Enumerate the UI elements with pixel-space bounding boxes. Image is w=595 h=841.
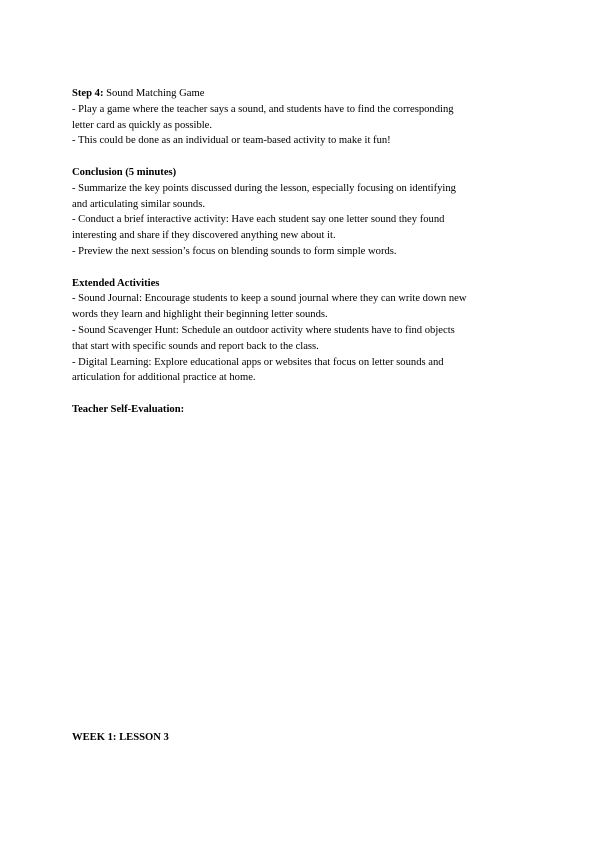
conclusion-line: - Conduct a brief interactive activity: Have each student say one letter sound they found [72,214,445,226]
step4-line: - This could be done as an individual or team-based activity to make it fun! [72,135,391,147]
document-page [72,86,532,746]
step4-section [72,86,532,149]
extended-activities-line: articulation for additional practice at home. [72,372,256,384]
conclusion-line: - Preview the next session’s focus on blending sounds to form simple words. [72,245,397,257]
extended-activities-line: - Sound Journal: Encourage students to keep a sound journal where they can write down new [72,293,467,305]
step4-line: letter card as quickly as possible. [72,119,213,131]
extended-activities-line: words they learn and highlight their beginning letter sounds. [72,309,328,321]
conclusion-line: - Summarize the key points discussed during the lesson, especially focusing on identifying [72,182,456,194]
teacher-self-evaluation-heading: Teacher Self-Evaluation: [72,403,185,415]
extended-activities-line: - Sound Scavenger Hunt: Schedule an outdoor activity where students have to find objects [72,324,455,336]
step4-heading [72,86,532,102]
extended-activities-line: - Digital Learning: Explore educational apps or websites that focus on letter sounds and [72,356,444,368]
next-lesson-heading: WEEK 1: LESSON 3 [72,731,169,743]
evaluation-blank-space [72,418,532,730]
step4-label: Step 4: [72,88,104,99]
step4-line: - Play a game where the teacher says a sound, and students have to find the corresponding [72,103,454,115]
extended-activities-heading: Extended Activities [72,277,160,289]
conclusion-section [72,165,532,260]
teacher-self-evaluation-section [72,402,532,418]
step4-title: Sound Matching Game [103,88,205,99]
conclusion-line: interesting and share if they discovered anything new about it. [72,230,336,242]
conclusion-line: and articulating similar sounds. [72,198,205,210]
extended-activities-line: that start with specific sounds and report back to the class. [72,340,319,352]
conclusion-heading: Conclusion (5 minutes) [72,166,177,178]
extended-activities-section [72,276,532,387]
next-lesson-section [72,730,532,746]
